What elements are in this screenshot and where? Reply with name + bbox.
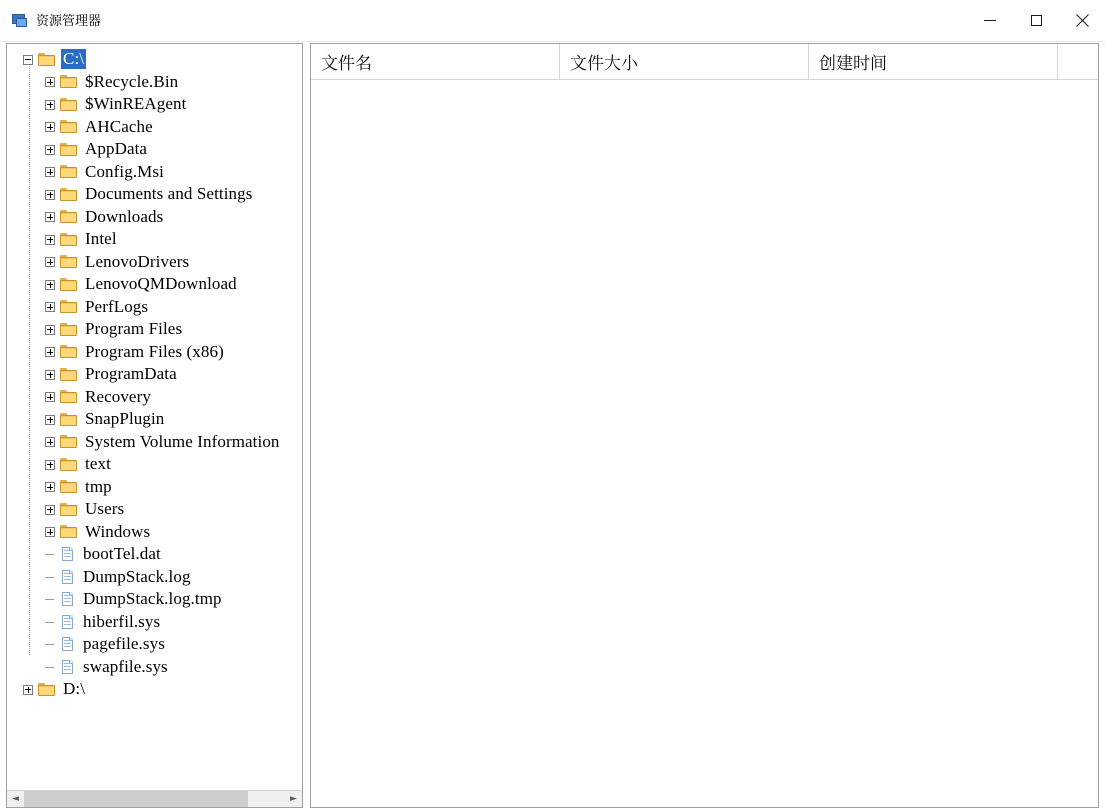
tree-node[interactable]	[13, 341, 302, 364]
expand-icon[interactable]	[43, 142, 58, 157]
folder-icon	[60, 322, 78, 337]
window-title: 资源管理器	[36, 12, 102, 28]
tree-node-label: PerfLogs	[85, 296, 149, 316]
scroll-left-icon[interactable]: ◄	[7, 791, 24, 807]
tree-node[interactable]	[13, 71, 302, 94]
folder-icon	[60, 187, 78, 202]
tree-node-label: text	[85, 454, 111, 474]
folder-icon	[60, 479, 78, 494]
file-icon	[60, 591, 76, 607]
file-icon	[60, 569, 76, 585]
tree-node-label: pagefile.sys	[83, 634, 165, 654]
tree-node[interactable]	[13, 543, 302, 566]
folder-icon	[38, 682, 56, 697]
tree-node[interactable]	[13, 386, 302, 409]
tree-node[interactable]	[13, 296, 302, 319]
folder-icon	[60, 254, 78, 269]
column-header-filename[interactable]: 文件名	[311, 44, 560, 79]
tree-node-label: Users	[85, 499, 125, 519]
file-icon	[60, 659, 76, 675]
expand-icon[interactable]	[43, 389, 58, 404]
tree-node-label: Intel	[85, 229, 117, 249]
tree-node[interactable]	[13, 183, 302, 206]
folder-icon	[38, 52, 56, 67]
expand-icon[interactable]	[43, 119, 58, 134]
tree-node[interactable]	[13, 93, 302, 116]
tree-node-label: Program Files (x86)	[85, 341, 224, 361]
expand-icon[interactable]	[43, 164, 58, 179]
tree-node[interactable]	[13, 566, 302, 589]
minimize-button[interactable]	[967, 0, 1013, 42]
folder-icon	[60, 97, 78, 112]
tree-connector	[43, 659, 58, 674]
column-header-filler	[1058, 44, 1098, 79]
tree-node-label: Recovery	[85, 386, 151, 406]
folder-icon	[60, 232, 78, 247]
tree-node[interactable]	[13, 633, 302, 656]
tree-node-label: swapfile.sys	[83, 656, 168, 676]
expand-icon[interactable]	[43, 434, 58, 449]
tree-node-label: D:\	[63, 679, 86, 699]
tree-node-label: SnapPlugin	[85, 409, 165, 429]
folder-icon	[60, 524, 78, 539]
expand-icon[interactable]	[43, 479, 58, 494]
folder-icon	[60, 142, 78, 157]
tree-node[interactable]	[13, 521, 302, 544]
expand-icon[interactable]	[43, 277, 58, 292]
tree-node[interactable]	[13, 228, 302, 251]
folder-tree-panel	[6, 43, 303, 808]
scroll-thumb[interactable]	[24, 791, 248, 807]
folder-icon	[60, 434, 78, 449]
tree-node-label: tmp	[85, 476, 112, 496]
folder-icon	[60, 277, 78, 292]
explorer-icon	[12, 13, 28, 29]
file-list-header	[311, 44, 1098, 80]
expand-icon[interactable]	[21, 682, 36, 697]
tree-node-label: Documents and Settings	[85, 184, 253, 204]
maximize-button[interactable]	[1013, 0, 1059, 42]
folder-icon	[60, 344, 78, 359]
tree-connector	[43, 614, 58, 629]
tree-node[interactable]	[13, 408, 302, 431]
collapse-icon[interactable]	[21, 52, 36, 67]
folder-tree[interactable]	[7, 44, 302, 790]
tree-node[interactable]	[13, 318, 302, 341]
tree-node-label: hiberfil.sys	[83, 611, 161, 631]
expand-icon[interactable]	[43, 457, 58, 472]
tree-node-label: $WinREAgent	[85, 94, 187, 114]
tree-node-label: Program Files	[85, 319, 183, 339]
expand-icon[interactable]	[43, 209, 58, 224]
folder-icon	[60, 389, 78, 404]
tree-connector	[43, 547, 58, 562]
tree-node[interactable]	[13, 138, 302, 161]
column-header-filesize[interactable]: 文件大小	[560, 44, 809, 79]
scroll-right-icon[interactable]: ►	[285, 791, 302, 807]
tree-node[interactable]	[13, 588, 302, 611]
expand-icon[interactable]	[43, 502, 58, 517]
tree-node[interactable]	[13, 48, 302, 71]
tree-node[interactable]	[13, 363, 302, 386]
tree-node-label: LenovoDrivers	[85, 251, 190, 271]
folder-icon	[60, 412, 78, 427]
expand-icon[interactable]	[43, 344, 58, 359]
expand-icon[interactable]	[43, 97, 58, 112]
file-list-panel	[310, 43, 1099, 808]
title-bar-left	[0, 13, 101, 29]
window-controls	[967, 0, 1105, 42]
tree-connector	[43, 569, 58, 584]
tree-connector	[43, 592, 58, 607]
folder-icon	[60, 502, 78, 517]
file-icon	[60, 636, 76, 652]
column-header-createtime[interactable]: 创建时间	[809, 44, 1058, 79]
tree-node[interactable]	[13, 251, 302, 274]
expand-icon[interactable]	[43, 524, 58, 539]
tree-node-label: DumpStack.log.tmp	[83, 589, 222, 609]
folder-icon	[60, 367, 78, 382]
folder-icon	[60, 164, 78, 179]
tree-node-label: Windows	[85, 521, 151, 541]
tree-node[interactable]	[13, 476, 302, 499]
tree-node-label: bootTel.dat	[83, 544, 161, 564]
window-body	[0, 42, 1105, 811]
expand-icon[interactable]	[43, 74, 58, 89]
tree-node-label: Config.Msi	[85, 161, 164, 181]
expand-icon[interactable]	[43, 412, 58, 427]
scroll-track[interactable]	[24, 791, 285, 807]
tree-node[interactable]	[13, 161, 302, 184]
tree-node[interactable]	[13, 273, 302, 296]
tree-node[interactable]	[13, 611, 302, 634]
folder-icon	[60, 299, 78, 314]
tree-node-label: DumpStack.log	[83, 566, 191, 586]
tree-node-label: Downloads	[85, 206, 164, 226]
tree-node[interactable]	[13, 656, 302, 679]
tree-node[interactable]	[13, 116, 302, 139]
file-icon	[60, 546, 76, 562]
tree-node[interactable]	[13, 678, 302, 701]
tree-node[interactable]	[13, 206, 302, 229]
folder-icon	[60, 119, 78, 134]
tree-horizontal-scrollbar[interactable]	[7, 790, 302, 807]
tree-node-label: AHCache	[85, 116, 153, 136]
expand-icon[interactable]	[43, 322, 58, 337]
close-button[interactable]	[1059, 0, 1105, 42]
tree-root	[7, 48, 302, 701]
expand-icon[interactable]	[43, 232, 58, 247]
tree-node[interactable]	[13, 453, 302, 476]
tree-node[interactable]	[13, 498, 302, 521]
tree-node-label: $Recycle.Bin	[85, 71, 179, 91]
tree-node-label: LenovoQMDownload	[85, 274, 237, 294]
tree-connector	[43, 637, 58, 652]
expand-icon[interactable]	[43, 367, 58, 382]
tree-node-label: System Volume Information	[85, 431, 280, 451]
file-icon	[60, 614, 76, 630]
folder-icon	[60, 457, 78, 472]
expand-icon[interactable]	[43, 187, 58, 202]
folder-icon	[60, 209, 78, 224]
title-bar	[0, 0, 1105, 42]
file-list-rows[interactable]	[311, 80, 1098, 807]
tree-node-label: ProgramData	[85, 364, 177, 384]
expand-icon[interactable]	[43, 299, 58, 314]
expand-icon[interactable]	[43, 254, 58, 269]
tree-node-label: AppData	[85, 139, 148, 159]
folder-icon	[60, 74, 78, 89]
tree-node-label: C:\	[63, 49, 85, 69]
tree-node[interactable]	[13, 431, 302, 454]
